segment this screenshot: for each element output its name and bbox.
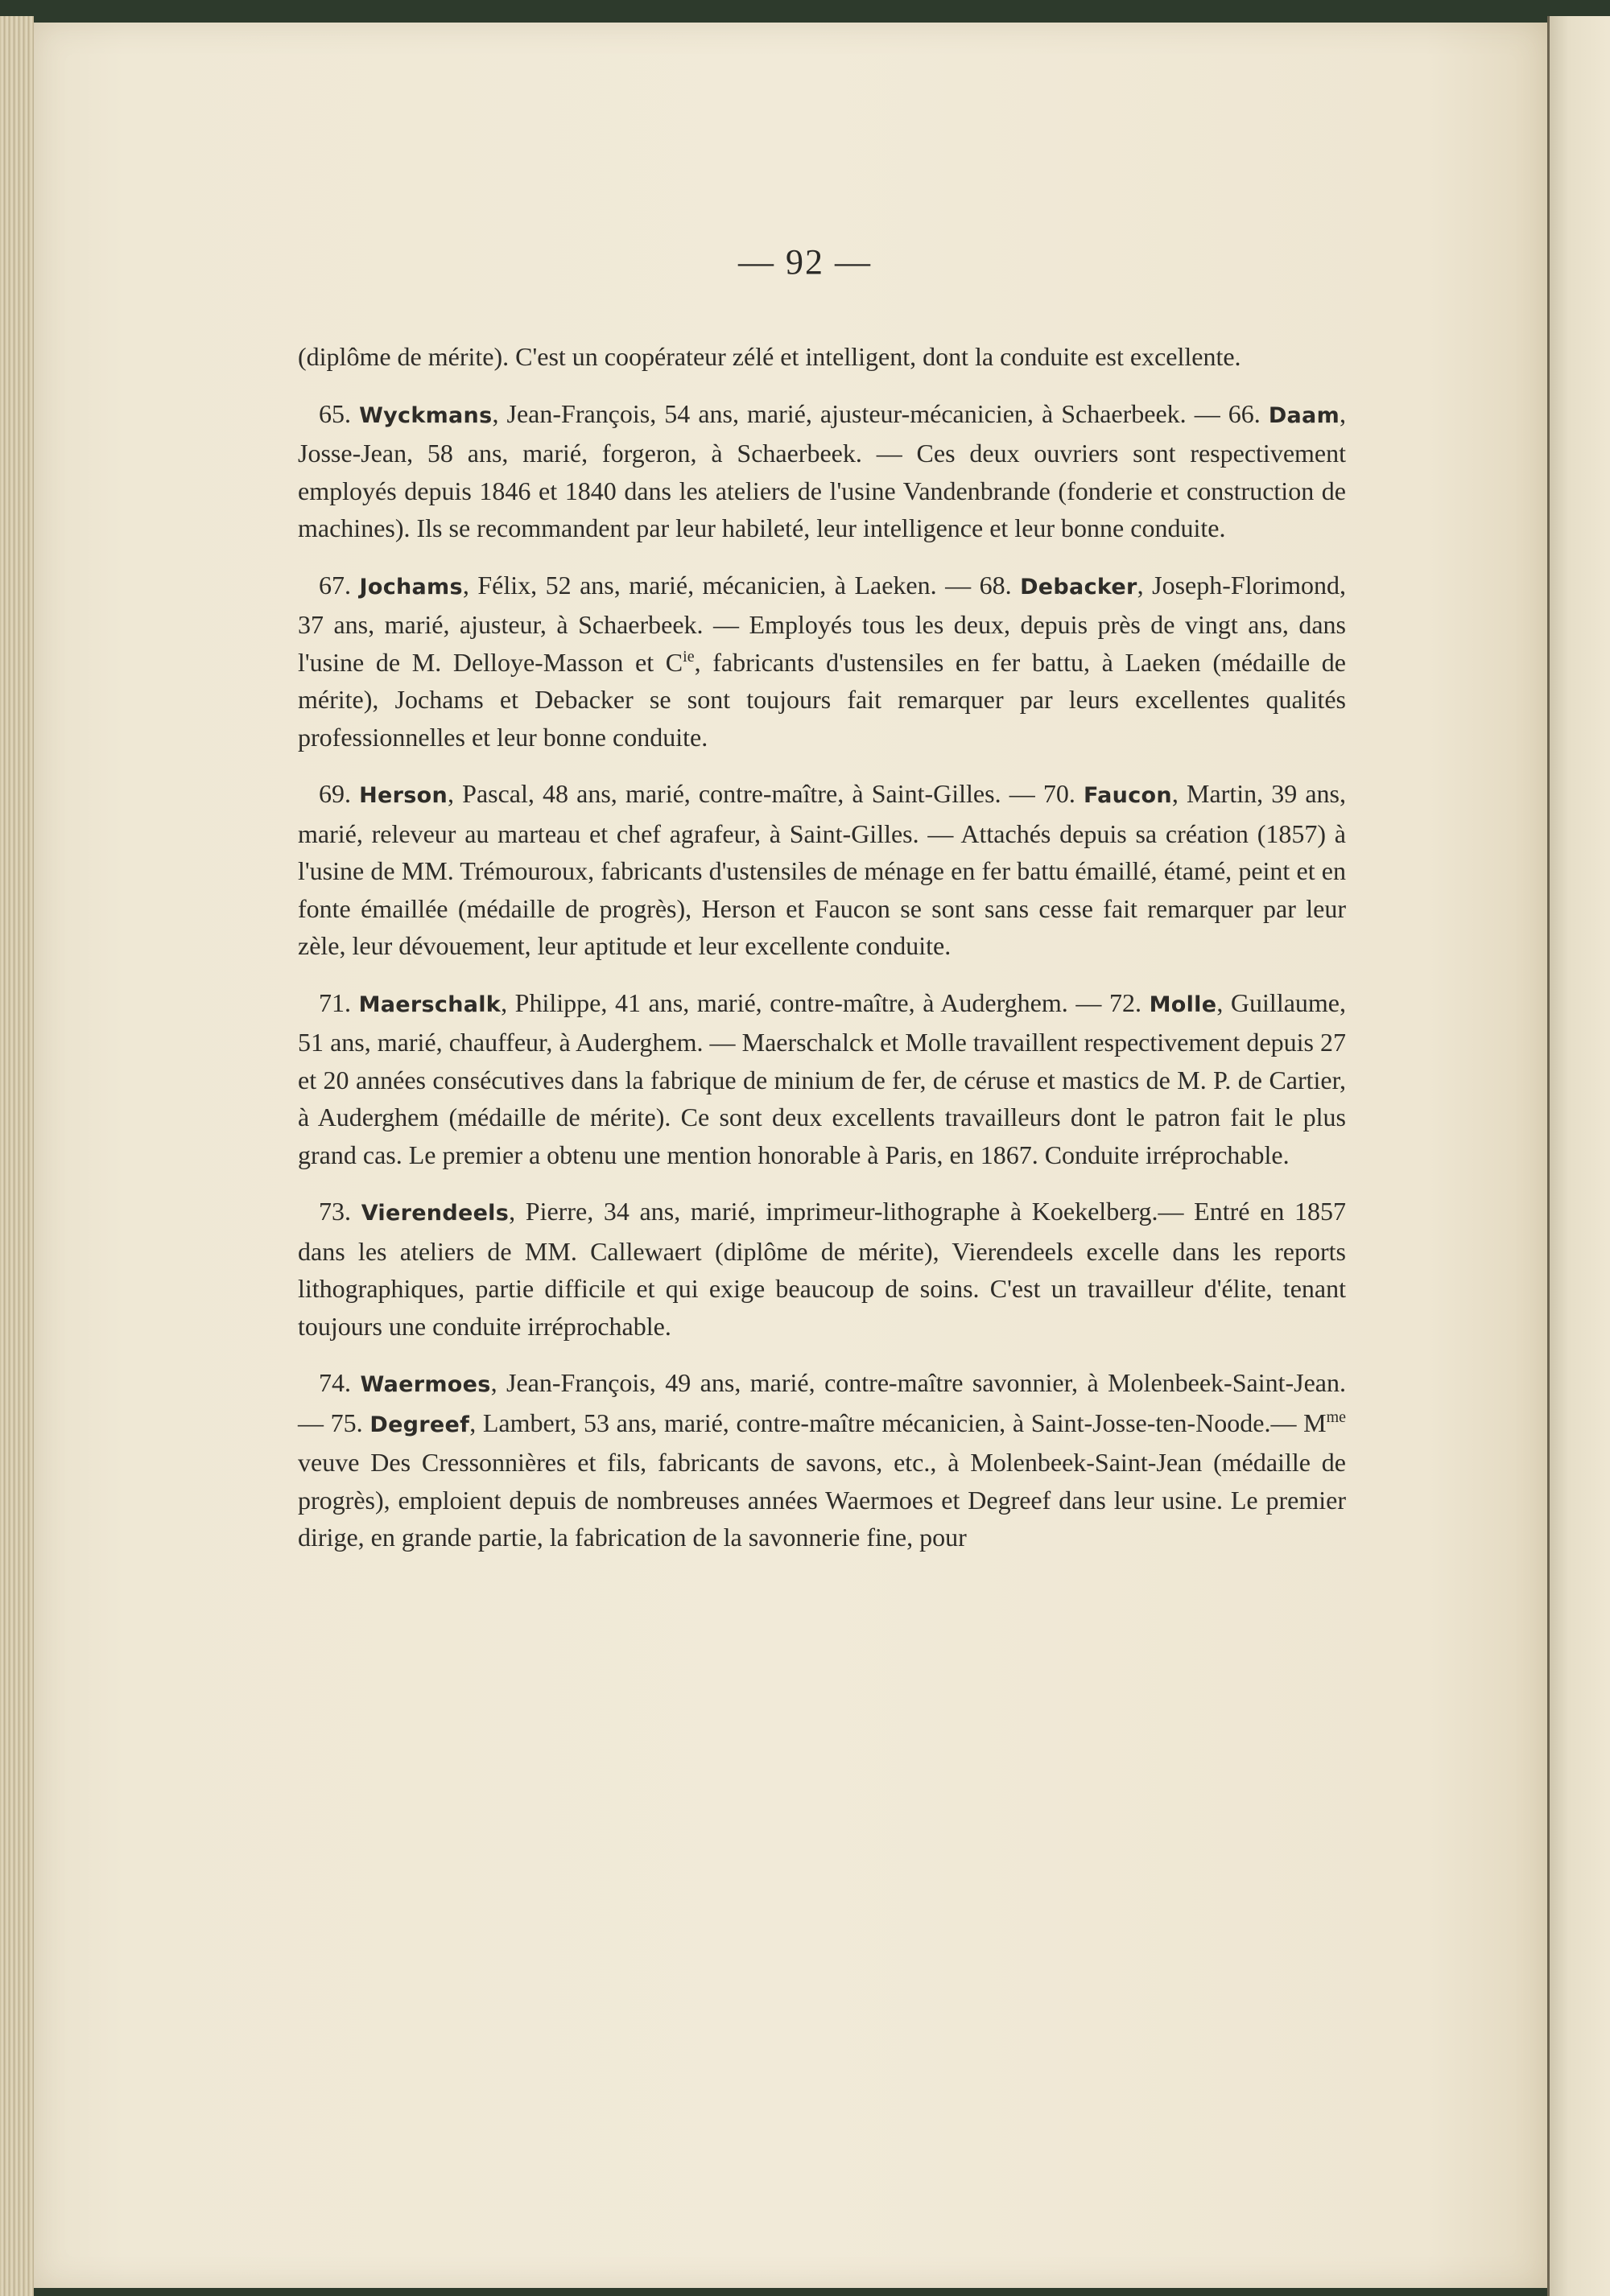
person-name-jochams: Jochams (359, 574, 463, 600)
paragraph-1 (298, 338, 1346, 376)
person-name-faucon: Faucon (1083, 783, 1172, 808)
paragraph-74-75 (298, 1364, 1346, 1556)
body-text (298, 338, 1346, 1576)
paragraph-69-70 (298, 775, 1346, 965)
text-run: , Joseph-Florimond, 37 ans, marié, ajusteur, à Schaerbeek. — Employés tous les deux, depuis près de vingt ans, dans l'usine de M. Delloye-Masson et C (298, 570, 1347, 677)
person-name-herson: Herson (359, 783, 448, 808)
paragraph-65-66 (298, 395, 1346, 547)
person-name-wyckmans: Wyckmans (359, 402, 493, 428)
text-run: , Félix, 52 ans, marié, mécanicien, à Laeken. — 68. (462, 570, 1021, 600)
text-run: , Jean-François, 49 ans, marié, contre-maître savonnier, à Molenbeek-Saint-Jean. — 75. (298, 1368, 1347, 1437)
text-run: 65. (319, 398, 360, 428)
text-run: , Martin, 39 ans, marié, releveur au marteau et chef agrafeur, à Saint-Gilles. — Attachés depuis sa création (1857) à l'usine de MM. Trémouroux, fabricants d'ustensiles de ménage en fer battu émaillé, étamé, peint et en fonte émaillée (médaille de progrès), Herson et Faucon se sont sans cesse fait remarquer par leur zèle, leur dévouement, leur aptitude et leur excellente conduite. (298, 779, 1347, 960)
paragraph-71-72 (298, 984, 1346, 1174)
text-run: , fabricants d'ustensiles en fer battu, à Laeken (médaille de mérite), Jochams et Debacker se sont toujours fait remarquer par leurs excellentes qualités professionnelles et leur bonne conduite. (298, 647, 1347, 752)
person-name-waermoes: Waermoes (360, 1372, 491, 1397)
superscript: ie (683, 647, 695, 666)
text-run: (diplôme de mérite). C'est un coopérateur zélé et intelligent, dont la conduite est excellente. (298, 342, 1241, 371)
person-name-degreef: Degreef (369, 1412, 470, 1437)
text-run: 67. (319, 570, 360, 600)
text-run: 69. (319, 779, 360, 808)
text-run: , Pierre, 34 ans, marié, imprimeur-lithographe à Koekelberg.— Entré en 1857 dans les ateliers de MM. Callewaert (diplôme de mérite), Vierendeels excelle dans les reports lithographiques, partie difficile et qui exige beaucoup de soins. C'est un travailleur d'élite, tenant toujours une conduite irréprochable. (298, 1197, 1347, 1341)
person-name-debacker: Debacker (1020, 574, 1137, 600)
person-name-daam: Daam (1268, 402, 1340, 428)
paragraph-67-68 (298, 567, 1346, 756)
text-run: 74. (319, 1368, 361, 1397)
text-run: , Pascal, 48 ans, marié, contre-maître, à Saint-Gilles. — 70. (448, 779, 1084, 808)
page-stack-left-edge (0, 16, 34, 2296)
text-run: , Guillaume, 51 ans, marié, chauffeur, à Auderghem. — Maerschalck et Molle travaillent respectivement depuis 27 et 20 années consécutives dans la fabrique de minium de fer, de céruse et mastics de M. P. de Cartier, à Auderghem (médaille de mérite). Ce sont deux excellents travailleurs dont le patron fait le plus grand cas. Le premier a obtenu une mention honorable à Paris, en 1867. Conduite irréprochable. (298, 987, 1347, 1169)
text-run: 71. (319, 987, 359, 1017)
page-number: — 92 — (738, 242, 872, 282)
text-run: 73. (319, 1197, 361, 1226)
text-run: , Philippe, 41 ans, marié, contre-maître, à Auderghem. — 72. (501, 987, 1150, 1017)
page-stack-right-edge (1547, 16, 1610, 2296)
paragraph-73 (298, 1193, 1346, 1345)
superscript: me (1326, 1408, 1347, 1426)
person-name-maerschalk: Maerschalk (358, 991, 502, 1017)
person-name-vierendeels: Vierendeels (361, 1201, 510, 1226)
text-run: , Josse-Jean, 58 ans, marié, forgeron, à Schaerbeek. — Ces deux ouvriers sont respectivement employés depuis 1846 et 1840 dans les ateliers de l'usine Vandenbrande (fonderie et construction de machines). Ils se recommandent par leur habileté, leur intelligence et leur bonne conduite. (298, 398, 1347, 542)
text-run: , Jean-François, 54 ans, marié, ajusteur-mécanicien, à Schaerbeek. — 66. (492, 398, 1269, 428)
text-run: veuve Des Cressonnières et fils, fabricants de savons, etc., à Molenbeek-Saint-Jean (médaille de progrès), emploient depuis de nombreuses années Waermoes et Degreef dans leur usine. Le premier dirige, en grande partie, la fabrication de la savonnerie fine, pour (298, 1448, 1346, 1552)
text-run: , Lambert, 53 ans, marié, contre-maître mécanicien, à Saint-Josse-ten-Noode.— M (469, 1408, 1327, 1437)
person-name-molle: Molle (1149, 991, 1217, 1017)
